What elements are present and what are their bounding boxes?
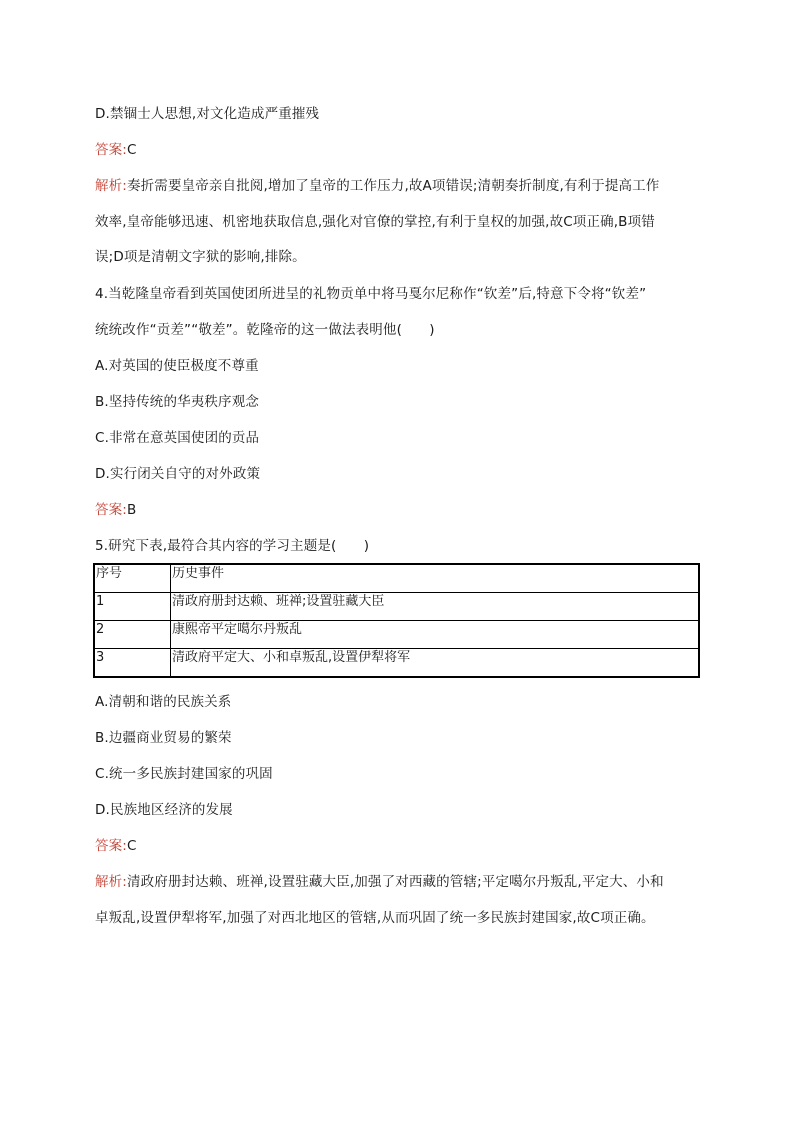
table-row xyxy=(94,649,699,678)
q5-analysis-text-1: 清政府册封达赖、班禅,设置驻藏大臣,加强了对西藏的管辖;平定噶尔丹叛乱,平定大、小和 xyxy=(127,874,664,890)
q5-option-d: D.民族地区经济的发展 xyxy=(95,802,233,818)
table-cell: 3 xyxy=(94,649,171,678)
q4-option-d: D.实行闭关自守的对外政策 xyxy=(95,466,261,482)
q3-option-d: D.禁锢士人思想,对文化造成严重摧残 xyxy=(95,106,320,122)
q3-answer-value: C xyxy=(127,142,137,158)
q5-events-table xyxy=(93,563,700,678)
q5-answer-label: 答案: xyxy=(95,838,127,854)
q3-analysis-text-1: 奏折需要皇帝亲自批阅,增加了皇帝的工作压力,故A项错误;清朝奏折制度,有利于提高工作 xyxy=(127,178,660,194)
q3-analysis-line-2: 效率,皇帝能够迅速、机密地获取信息,强化对官僚的掌控,有利于皇权的加强,故C项正确,B项错 xyxy=(95,214,655,230)
q4-answer-value: B xyxy=(127,502,137,518)
q4-answer xyxy=(95,501,136,519)
table-row xyxy=(94,593,699,621)
table-cell: 1 xyxy=(94,593,171,621)
q5-option-b: B.边疆商业贸易的繁荣 xyxy=(95,730,232,746)
table-cell: 清政府册封达赖、班禅;设置驻藏大臣 xyxy=(171,593,700,621)
table-header-cell: 序号 xyxy=(94,564,171,593)
table-cell: 康熙帝平定噶尔丹叛乱 xyxy=(171,621,700,649)
q4-stem-line-1: 4.当乾隆皇帝看到英国使团所进呈的礼物贡单中将马戛尔尼称作“钦差”后,特意下令将“钦差” xyxy=(95,286,647,302)
q4-answer-label: 答案: xyxy=(95,502,127,518)
q3-answer-label: 答案: xyxy=(95,142,127,158)
q5-option-c: C.统一多民族封建国家的巩固 xyxy=(95,766,273,782)
q3-analysis-line-1 xyxy=(95,177,659,195)
table-cell: 2 xyxy=(94,621,171,649)
q5-analysis-line-1 xyxy=(95,873,664,891)
q4-option-a: A.对英国的使臣极度不尊重 xyxy=(95,358,259,374)
q5-answer xyxy=(95,837,137,855)
q5-analysis-label: 解析: xyxy=(95,874,127,890)
q4-option-c: C.非常在意英国使团的贡品 xyxy=(95,430,260,446)
q3-analysis-line-3: 误;D项是清朝文字狱的影响,排除。 xyxy=(95,249,306,265)
q3-answer xyxy=(95,141,137,159)
table-header-row xyxy=(94,564,699,593)
q5-answer-value: C xyxy=(127,838,137,854)
q5-analysis-line-2: 卓叛乱,设置伊犁将军,加强了对西北地区的管辖,从而巩固了统一多民族封建国家,故C项正确。 xyxy=(95,910,655,926)
table-cell: 清政府平定大、小和卓叛乱,设置伊犁将军 xyxy=(171,649,700,678)
q5-stem: 5.研究下表,最符合其内容的学习主题是( ) xyxy=(95,538,370,554)
q5-option-a: A.清朝和谐的民族关系 xyxy=(95,694,232,710)
q4-option-b: B.坚持传统的华夷秩序观念 xyxy=(95,394,260,410)
table-row xyxy=(94,621,699,649)
table-header-cell: 历史事件 xyxy=(171,564,700,593)
q3-analysis-label: 解析: xyxy=(95,178,127,194)
q4-stem-line-2: 统统改作“贡差”“敬差”。乾隆帝的这一做法表明他( ) xyxy=(95,322,435,338)
